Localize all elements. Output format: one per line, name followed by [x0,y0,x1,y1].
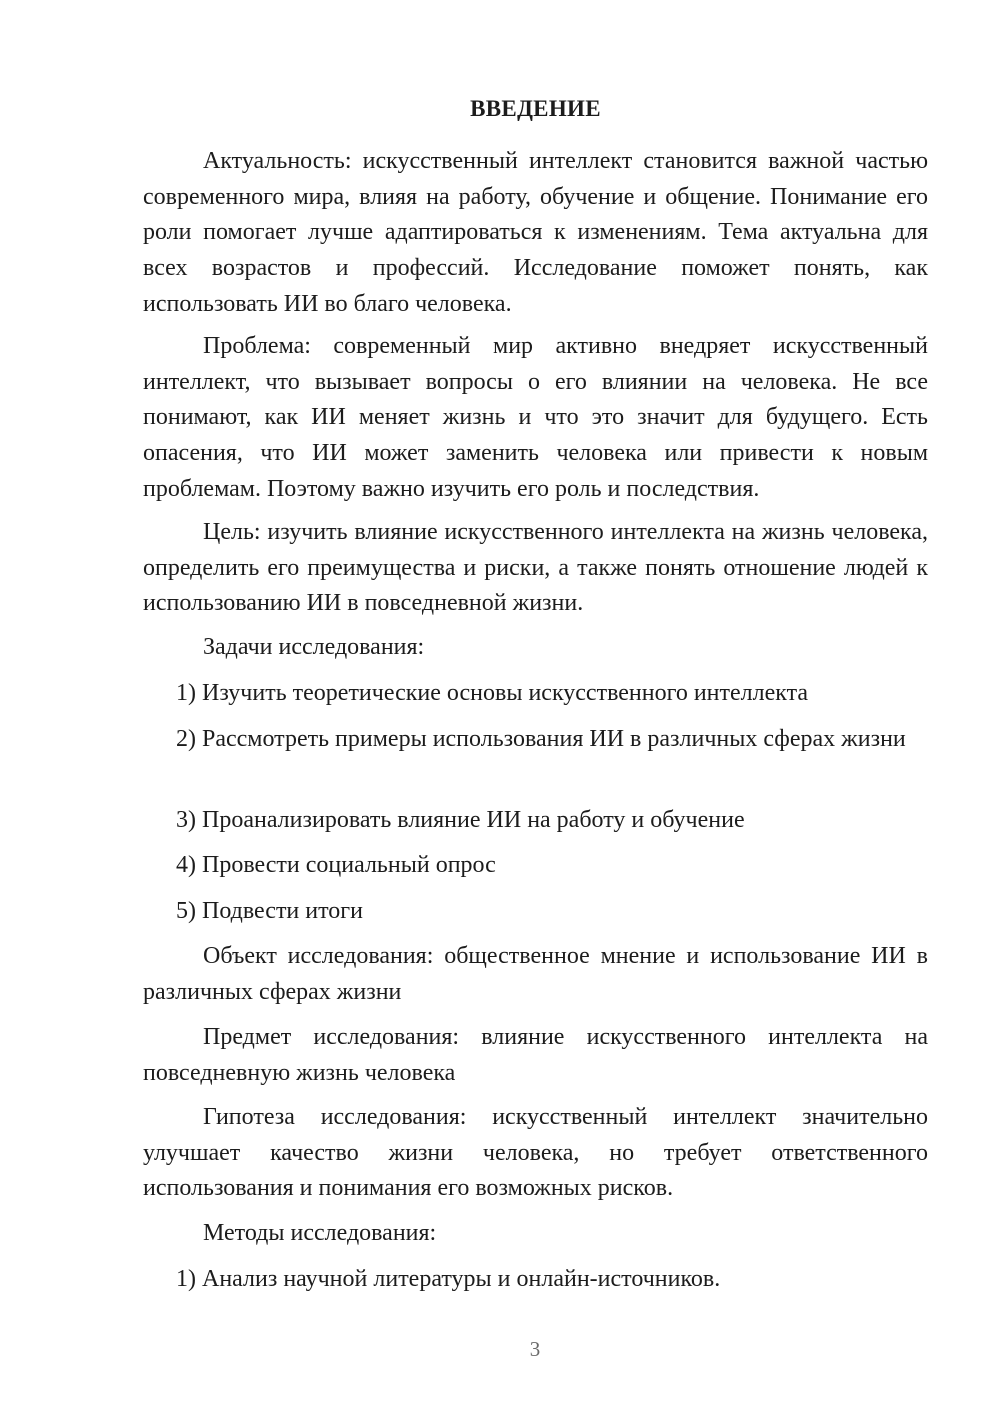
section-title: ВВЕДЕНИЕ [470,96,601,121]
tasks-heading: Задачи исследования: [203,634,425,660]
methods-heading: Методы исследования: [203,1220,437,1246]
method-item: 1) Анализ научной литературы и онлайн-источников. [176,1266,721,1292]
goal-paragraph: Цель: изучить влияние искусственного интеллекта на жизнь человека, определить его преимущества и риски, а также понять отношение людей к использованию ИИ в повседневной жизни. [143,519,928,617]
task-item: 2) Рассмотреть примеры использования ИИ в различных сферах жизни [176,726,906,752]
task-item: 5) Подвести итоги [176,898,363,924]
problem-paragraph: Проблема: современный мир активно внедряет искусственный интеллект, что вызывает вопросы о его влиянии на человека. Не все понимают, как ИИ меняет жизнь и что это значит для будущего. Есть опасения, что ИИ может заменить человека или привести к новым проблемам. Поэтому важно изучить его роль и последствия. [143,333,928,502]
page-number: 3 [529,1337,541,1361]
object-paragraph: Объект исследования: общественное мнение и использование ИИ в различных сферах жизни [143,943,928,1005]
task-item: 4) Провести социальный опрос [176,852,496,878]
hypothesis-paragraph: Гипотеза исследования: искусственный интеллект значительно улучшает качество жизни человека, но требует ответственного использования и понимания его возможных рисков. [143,1104,928,1202]
task-item: 1) Изучить теоретические основы искусственного интеллекта [176,680,809,706]
task-item: 3) Проанализировать влияние ИИ на работу и обучение [176,807,745,833]
relevance-paragraph: Актуальность: искусственный интеллект становится важной частью современного мира, влияя на работу, обучение и общение. Понимание его роли помогает лучше адаптироваться к изменениям. Тема актуальна для всех возрастов и профессий. Исследование поможет понять, как использовать ИИ во благо человека. [143,148,928,317]
subject-paragraph: Предмет исследования: влияние искусственного интеллекта на повседневную жизнь человека [143,1024,928,1086]
